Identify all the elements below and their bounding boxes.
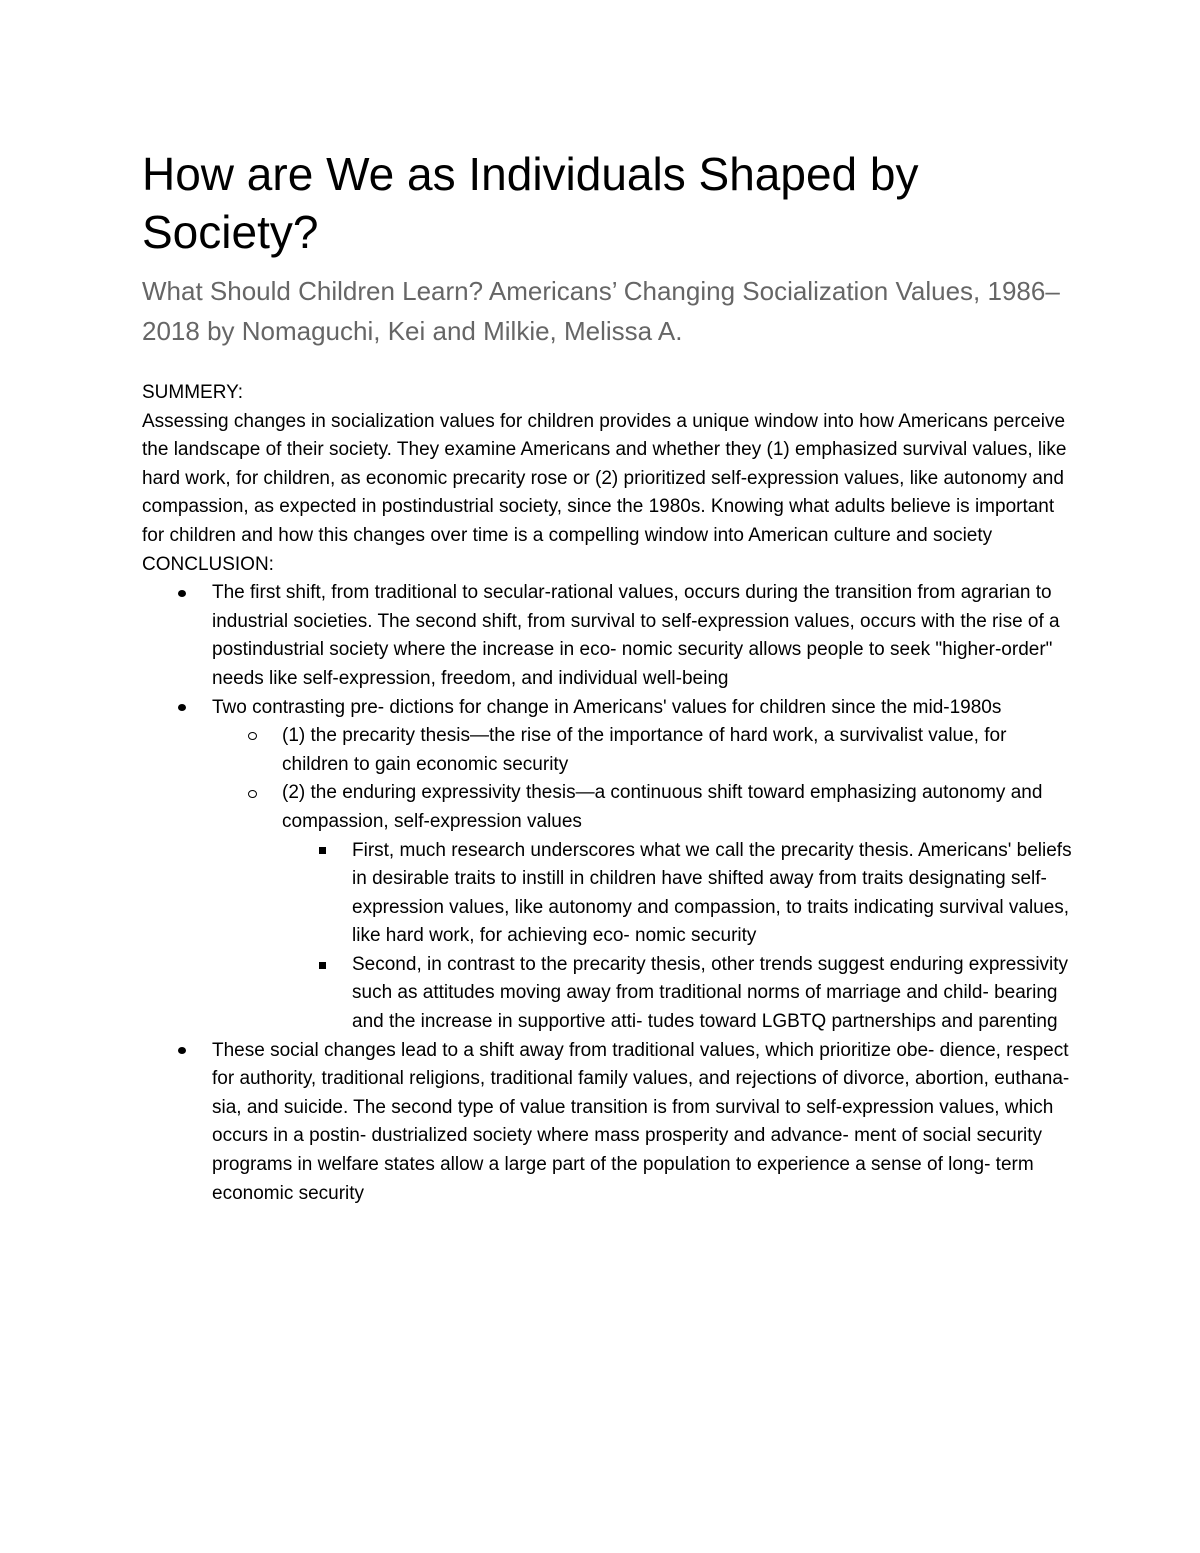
- list-item-text: These social changes lead to a shift away from traditional values, which prioritize obe- dience, respect for authority, traditional religions, traditional family values, and rejections of divorce, abortion, euthana- sia, and suicide. The second type of value transition is from survival to self-expression values, which occurs in a postin- dustrialized society where mass prosperity and advance- ment of social security programs in welfare states allow a large part of the population to experience a sense of long- term economic security: [212, 1039, 1070, 1204]
- sub-list-item-text: (2) the enduring expressivity thesis—a continuous shift toward emphasizing autonomy and compassion, self-expression values: [282, 782, 1043, 832]
- list-item: [142, 579, 1072, 693]
- bullet-square-icon: [312, 951, 332, 980]
- bullet-dot-icon: [172, 579, 192, 608]
- spacer: [142, 351, 1072, 379]
- sub-sub-list-item: [282, 837, 1072, 951]
- list-item-text: Two contrasting pre- dictions for change in Americans' values for children since the mid-1980s: [212, 696, 1002, 718]
- summary-heading: SUMMERY:: [142, 382, 244, 403]
- sub-list-item: [212, 722, 1072, 779]
- list-item: [142, 694, 1072, 1037]
- list-item: [142, 1037, 1072, 1209]
- conclusion-heading: CONCLUSION:: [142, 553, 274, 575]
- document-title: How are We as Individuals Shaped by Society?: [142, 148, 919, 258]
- bullet-dot-icon: [172, 1037, 192, 1066]
- sub-sub-list-item: [282, 951, 1072, 1037]
- sub-list-item: [212, 779, 1072, 1036]
- document-subtitle: What Should Children Learn? Americans’ Changing Socialization Values, 1986–2018 by Nomaguchi, Kei and Milkie, Melissa A.: [142, 276, 1060, 346]
- bullet-circle-icon: [242, 722, 262, 751]
- sub-list-item-text: (1) the precarity thesis—the rise of the importance of hard work, a survivalist value, for children to gain economic security: [282, 725, 1007, 775]
- sub-list: [212, 722, 1072, 1037]
- summary-text: Assessing changes in socialization values for children provides a unique window into how Americans perceive the landscape of their society. They examine Americans and whether they (1) emphasized survival values, like hard work, for children, as economic precarity rose or (2) prioritized self-expression values, like autonomy and compassion, as expected in postindustrial society, since the 1980s. Knowing what adults believe is important for children and how this changes over time is a compelling window into American culture and society: [142, 410, 1067, 546]
- conclusion-list: [142, 579, 1072, 1208]
- bullet-dot-icon: [172, 694, 192, 723]
- bullet-circle-icon: [242, 779, 262, 808]
- sub-sub-list-item-text: First, much research underscores what we call the precarity thesis. Americans' beliefs in desirable traits to instill in children have shifted away from traits designating self- expression values, like autonomy and compassion, to traits indicating survival values, like hard work, for achieving eco- nomic security: [352, 839, 1072, 947]
- bullet-square-icon: [312, 837, 332, 866]
- sub-sub-list: [282, 837, 1072, 1037]
- sub-sub-list-item-text: Second, in contrast to the precarity thesis, other trends suggest enduring expressivity such as attitudes moving away from traditional norms of marriage and child- bearing and the increase in supportive atti- tudes toward LGBTQ partnerships and parenting: [352, 953, 1069, 1033]
- list-item-text: The first shift, from traditional to secular-rational values, occurs during the transition from agrarian to industrial societies. The second shift, from survival to self-expression values, occurs with the rise of a postindustrial society where the increase in eco- nomic security allows people to seek "higher-order" needs like self-expression, freedom, and individual well-being: [212, 582, 1060, 689]
- document-page: [142, 145, 1072, 1208]
